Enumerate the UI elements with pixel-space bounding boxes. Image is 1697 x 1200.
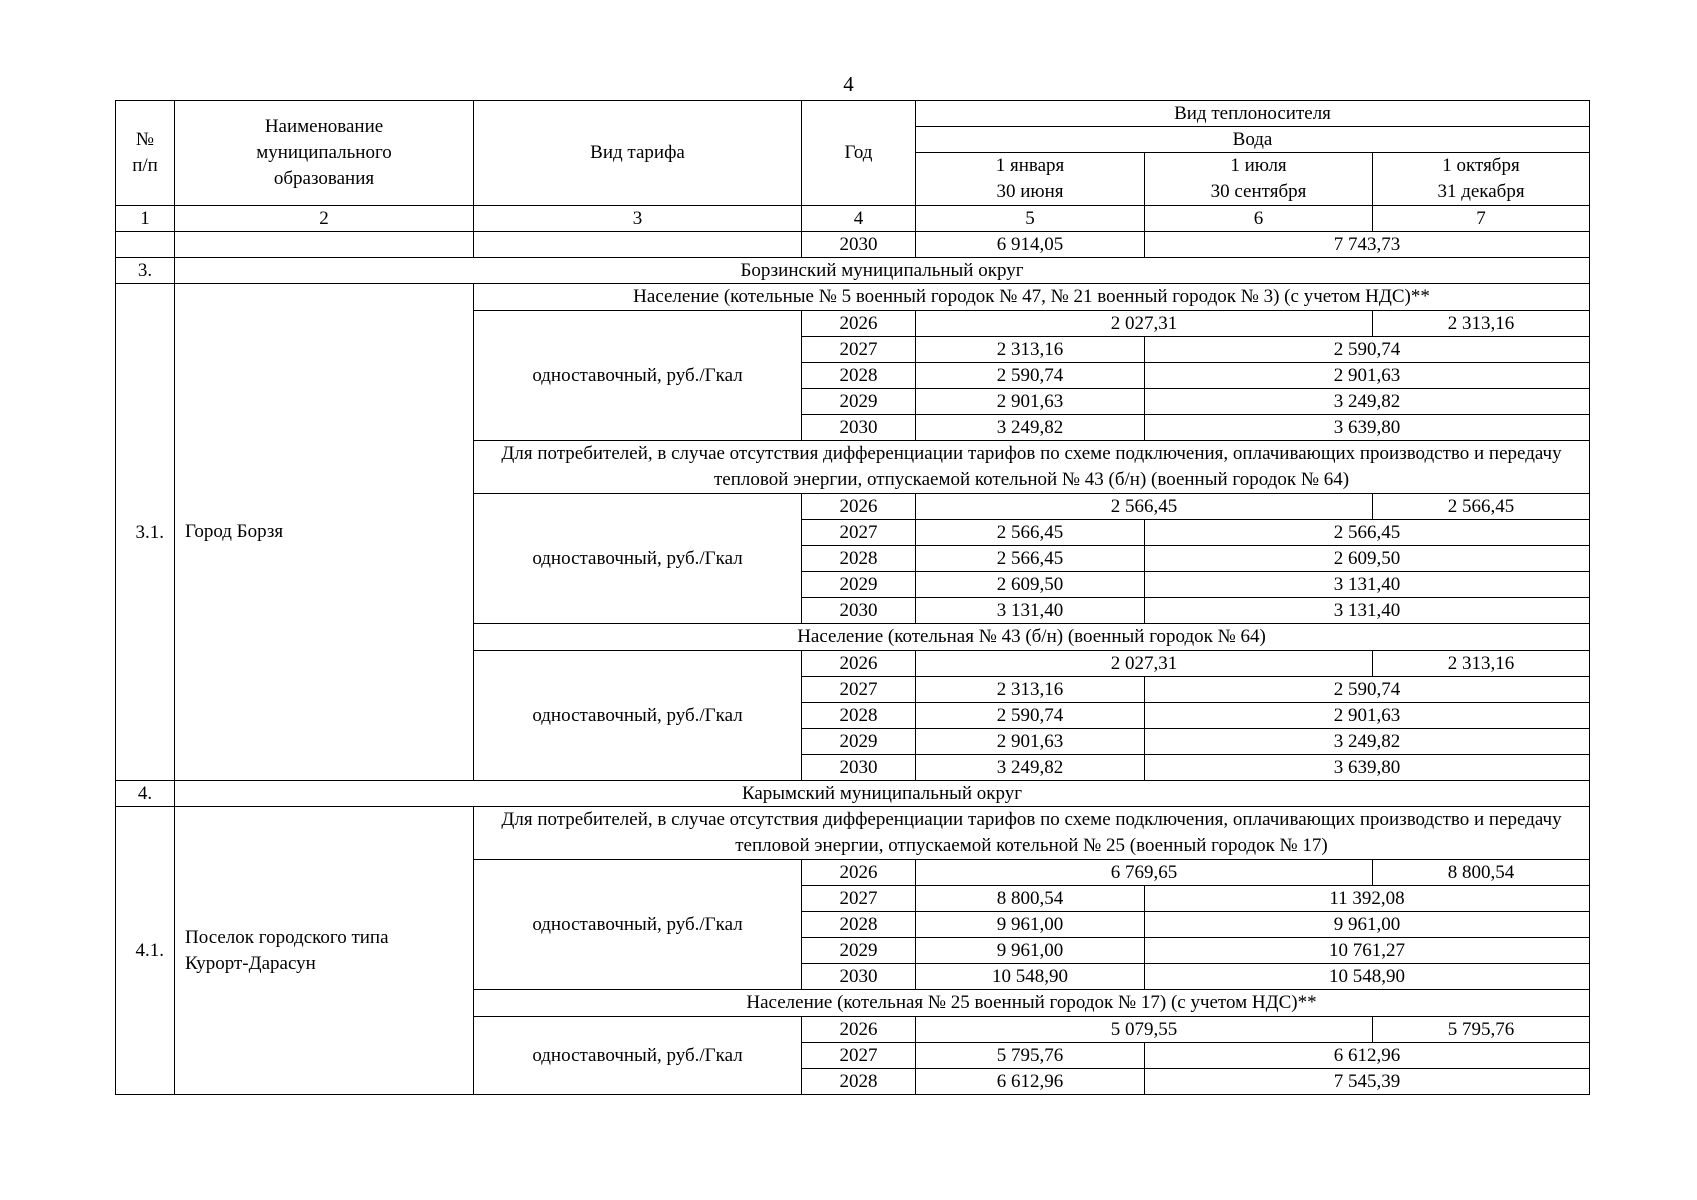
header-period-2: 1 июля 30 сентября bbox=[1145, 153, 1373, 206]
column-numbers-row bbox=[116, 206, 1590, 232]
value-cell: 2 590,74 bbox=[1145, 677, 1590, 703]
value-cell: 2 590,74 bbox=[916, 703, 1145, 729]
value-cell: 2 609,50 bbox=[916, 572, 1145, 598]
page-number: 4 bbox=[843, 72, 854, 96]
consumer-group-row bbox=[116, 807, 1590, 860]
value-cell: 6 612,96 bbox=[916, 1069, 1145, 1095]
year-cell: 2030 bbox=[802, 232, 916, 258]
year-cell: 2027 bbox=[802, 520, 916, 546]
header-tariff-type: Вид тарифа bbox=[474, 101, 802, 206]
year-cell: 2027 bbox=[802, 886, 916, 912]
consumer-group-title: Население (котельная № 43 (б/н) (военный городок № 64) bbox=[474, 624, 1590, 651]
column-number: 2 bbox=[175, 206, 474, 232]
value-cell: 2 566,45 bbox=[1145, 520, 1590, 546]
value-cell: 2 901,63 bbox=[1145, 363, 1590, 389]
value-cell: 2 313,16 bbox=[1373, 311, 1590, 337]
carry-over-row bbox=[116, 232, 1590, 258]
year-cell: 2026 bbox=[802, 860, 916, 886]
tariff-type-cell: одноставочный, руб./Гкал bbox=[474, 651, 802, 781]
tariff-type-cell: одноставочный, руб./Гкал bbox=[474, 1017, 802, 1095]
year-cell: 2026 bbox=[802, 494, 916, 520]
value-cell: 2 566,45 bbox=[1373, 494, 1590, 520]
column-number: 6 bbox=[1145, 206, 1373, 232]
column-number: 7 bbox=[1373, 206, 1590, 232]
value-cell: 3 249,82 bbox=[1145, 389, 1590, 415]
section-title: Борзинский муниципальный округ bbox=[175, 258, 1590, 284]
value-cell: 9 961,00 bbox=[916, 912, 1145, 938]
tariff-type-cell: одноставочный, руб./Гкал bbox=[474, 860, 802, 990]
year-cell: 2026 bbox=[802, 651, 916, 677]
value-cell: 7 545,39 bbox=[1145, 1069, 1590, 1095]
value-cell: 9 961,00 bbox=[916, 938, 1145, 964]
consumer-group-row bbox=[116, 284, 1590, 311]
year-cell: 2028 bbox=[802, 912, 916, 938]
value-cell: 10 548,90 bbox=[1145, 964, 1590, 990]
column-number: 3 bbox=[474, 206, 802, 232]
year-cell: 2030 bbox=[802, 598, 916, 624]
section-title: Карымский муниципальный округ bbox=[175, 781, 1590, 807]
value-cell: 8 800,54 bbox=[916, 886, 1145, 912]
value-cell: 2 313,16 bbox=[1373, 651, 1590, 677]
value-cell: 6 612,96 bbox=[1145, 1043, 1590, 1069]
year-cell: 2028 bbox=[802, 363, 916, 389]
subsection-number: 4.1. bbox=[116, 807, 175, 1095]
year-cell: 2030 bbox=[802, 415, 916, 441]
value-cell: 2 901,63 bbox=[1145, 703, 1590, 729]
year-cell: 2027 bbox=[802, 677, 916, 703]
value-cell: 2 901,63 bbox=[916, 389, 1145, 415]
header-coolant-type: Вид теплоносителя bbox=[916, 101, 1590, 127]
value-cell: 3 131,40 bbox=[1145, 598, 1590, 624]
column-number: 5 bbox=[916, 206, 1145, 232]
consumer-group-title: Для потребителей, в случае отсутствия дифференциации тарифов по схеме подключения, оплачивающих производство и передачу тепловой энергии, отпускаемой котельной № 43 (б/н) (военный городок № 64) bbox=[474, 441, 1590, 494]
header-period-3: 1 октября 31 декабря bbox=[1373, 153, 1590, 206]
year-cell: 2026 bbox=[802, 311, 916, 337]
value-cell: 5 079,55 bbox=[916, 1017, 1373, 1043]
value-cell: 2 901,63 bbox=[916, 729, 1145, 755]
year-cell: 2029 bbox=[802, 938, 916, 964]
tariff-table bbox=[115, 100, 1590, 1095]
year-cell: 2028 bbox=[802, 546, 916, 572]
header-period-1: 1 января 30 июня bbox=[916, 153, 1145, 206]
consumer-group-title: Население (котельные № 5 военный городок № 47, № 21 военный городок № 3) (с учетом НДС)** bbox=[474, 284, 1590, 311]
value-cell: 3 249,82 bbox=[916, 415, 1145, 441]
year-cell: 2030 bbox=[802, 964, 916, 990]
value-cell: 11 392,08 bbox=[1145, 886, 1590, 912]
value-cell: 2 566,45 bbox=[916, 494, 1373, 520]
value-cell: 3 249,82 bbox=[1145, 729, 1590, 755]
empty-cell bbox=[175, 232, 474, 258]
header-water: Вода bbox=[916, 127, 1590, 153]
section-number: 4. bbox=[116, 781, 175, 807]
tariff-type-cell: одноставочный, руб./Гкал bbox=[474, 311, 802, 441]
value-cell: 2 313,16 bbox=[916, 677, 1145, 703]
tariff-type-cell: одноставочный, руб./Гкал bbox=[474, 494, 802, 624]
municipality-name: Поселок городского типа Курорт-Дарасун bbox=[175, 807, 474, 1095]
value-cell: 2 027,31 bbox=[916, 311, 1373, 337]
year-cell: 2028 bbox=[802, 1069, 916, 1095]
section-number: 3. bbox=[116, 258, 175, 284]
year-cell: 2027 bbox=[802, 337, 916, 363]
value-cell: 3 249,82 bbox=[916, 755, 1145, 781]
value-cell: 8 800,54 bbox=[1373, 860, 1590, 886]
value-cell: 2 590,74 bbox=[1145, 337, 1590, 363]
section-row bbox=[116, 258, 1590, 284]
value-cell: 3 639,80 bbox=[1145, 415, 1590, 441]
value-cell: 2 566,45 bbox=[916, 520, 1145, 546]
value-cell: 3 131,40 bbox=[1145, 572, 1590, 598]
year-cell: 2026 bbox=[802, 1017, 916, 1043]
section-row bbox=[116, 781, 1590, 807]
value-cell: 9 961,00 bbox=[1145, 912, 1590, 938]
year-cell: 2030 bbox=[802, 755, 916, 781]
consumer-group-title: Для потребителей, в случае отсутствия дифференциации тарифов по схеме подключения, оплачивающих производство и передачу тепловой энергии, отпускаемой котельной № 25 (военный городок № 17) bbox=[474, 807, 1590, 860]
value-cell: 6 914,05 bbox=[916, 232, 1145, 258]
value-cell: 5 795,76 bbox=[916, 1043, 1145, 1069]
value-cell: 7 743,73 bbox=[1145, 232, 1590, 258]
column-number: 1 bbox=[116, 206, 175, 232]
value-cell: 3 131,40 bbox=[916, 598, 1145, 624]
column-number: 4 bbox=[802, 206, 916, 232]
value-cell: 2 027,31 bbox=[916, 651, 1373, 677]
value-cell: 10 548,90 bbox=[916, 964, 1145, 990]
value-cell: 2 566,45 bbox=[916, 546, 1145, 572]
subsection-number: 3.1. bbox=[116, 284, 175, 781]
value-cell: 2 590,74 bbox=[916, 363, 1145, 389]
year-cell: 2029 bbox=[802, 572, 916, 598]
value-cell: 3 639,80 bbox=[1145, 755, 1590, 781]
year-cell: 2028 bbox=[802, 703, 916, 729]
year-cell: 2029 bbox=[802, 729, 916, 755]
value-cell: 6 769,65 bbox=[916, 860, 1373, 886]
year-cell: 2027 bbox=[802, 1043, 916, 1069]
municipality-name: Город Борзя bbox=[175, 284, 474, 781]
year-cell: 2029 bbox=[802, 389, 916, 415]
header-num: № п/п bbox=[116, 101, 175, 206]
empty-cell bbox=[116, 232, 175, 258]
value-cell: 2 609,50 bbox=[1145, 546, 1590, 572]
header-municipality: Наименование муниципального образования bbox=[175, 101, 474, 206]
empty-cell bbox=[474, 232, 802, 258]
value-cell: 5 795,76 bbox=[1373, 1017, 1590, 1043]
consumer-group-title: Население (котельная № 25 военный городок № 17) (с учетом НДС)** bbox=[474, 990, 1590, 1017]
value-cell: 10 761,27 bbox=[1145, 938, 1590, 964]
header-year: Год bbox=[802, 101, 916, 206]
value-cell: 2 313,16 bbox=[916, 337, 1145, 363]
